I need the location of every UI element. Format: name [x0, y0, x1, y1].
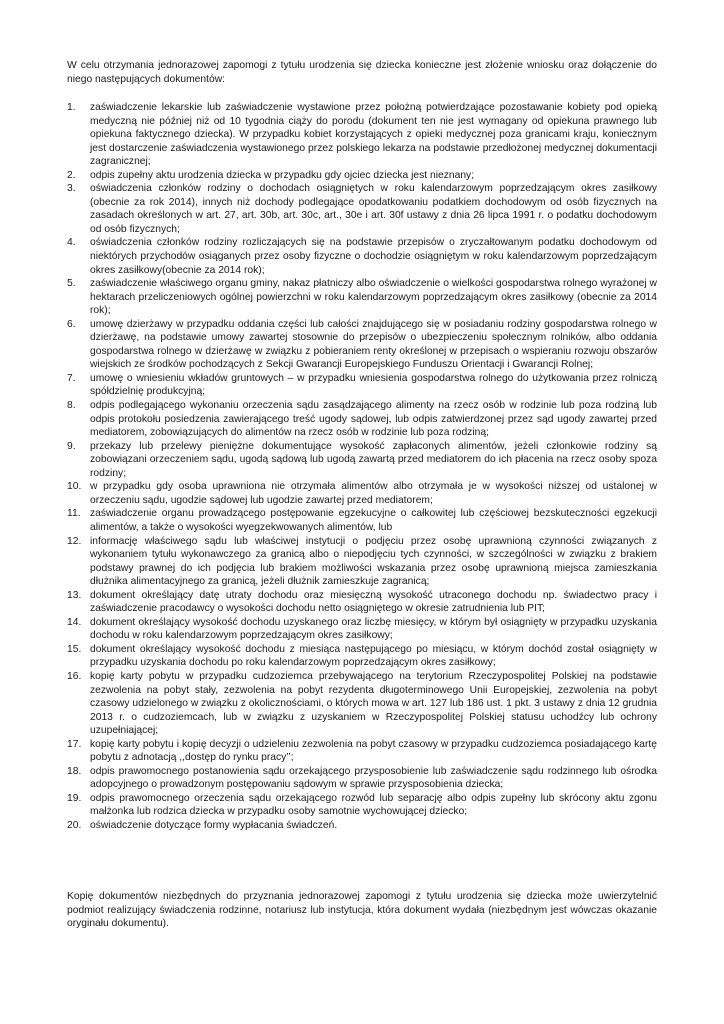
list-item-number: 1. — [67, 102, 76, 113]
required-documents-list — [67, 101, 657, 833]
list-item-text: odpis zupełny aktu urodzenia dziecka w przypadku gdy ojciec dziecka jest nieznany; — [90, 169, 475, 181]
list-item — [67, 819, 657, 833]
list-item — [67, 507, 657, 534]
list-item-number: 13. — [67, 589, 82, 601]
list-item — [67, 440, 657, 481]
list-item-text: dokument określający wysokość dochodu uzyskanego oraz liczbę miesięcy, w którym był osiągnięty w przypadku uzyskania dochodu w roku kalendarzowym poprzedzającym okres zasiłkowy; — [90, 616, 657, 642]
list-item-number: 5. — [67, 278, 76, 290]
list-item-number: 14. — [67, 616, 82, 628]
list-item-text: kopię karty pobytu w przypadku cudzoziemca przebywającego na terytorium Rzeczypospolitej Polskiej na podstawie zezwolenia na pobyt stały, zezwolenia na pobyt rezydenta długoterminowego Unii Europejskiej, zezwolenia na pobyt czasowy udzielonego w związku z okolicznościami, o których mowa w art. 127 lub 186 ust. 1 pkt. 3 ustawy z dnia 12 grudnia 2013 r. o cudzoziemcach, lub w związku z uzyskaniem w Rzeczypospolitej Polskiej statusu uchodźcy lub ochrony uzupełniającej; — [90, 670, 657, 737]
list-item — [67, 792, 657, 819]
list-item-text: dokument określający datę utraty dochodu oraz miesięczną wysokość utraconego dochodu np. świadectwo pracy i zaświadczenie pracodawcy o wysokości dochodu netto osiągniętego w okresie zatrudnienia lub PIT; — [90, 589, 657, 615]
list-item-number: 10. — [67, 481, 82, 493]
list-item-text: oświadczenie dotyczące formy wypłacania świadczeń. — [90, 819, 338, 831]
list-item-number: 7. — [67, 372, 76, 384]
list-item-text: oświadczenia członków rodziny rozliczających się na podstawie przepisów o zryczałtowanym podatku dochodowym od niektórych przychodów osiąganych przez osoby fizyczne o dochodzie osiągniętym w roku kalendarzowym poprzedzającym okres zasiłkowy(obecnie za 2014 rok); — [90, 237, 657, 276]
list-item-number: 8. — [67, 400, 76, 412]
list-item — [67, 372, 657, 399]
list-item-number: 3. — [67, 183, 76, 195]
list-item-number: 9. — [67, 440, 76, 452]
list-item — [67, 236, 657, 277]
list-item-text: oświadczenia członków rodziny o dochodach osiągniętych w roku kalendarzowym poprzedzającym okres zasiłkowy (obecnie za rok 2014), innych niż dochody podlegające opodatkowaniu podatkiem dochodowym od osób fizycznych na zasadach określonych w art. 27, art. 30b, art. 30c, art., 30e i art. 30f ustawy z dnia 26 lipca 1991 r. o podatku dochodowym od osób fizycznych; — [90, 183, 657, 235]
list-item-text: umowę dzierżawy w przypadku oddania części lub całości znajdującego się w posiadaniu rodziny gospodarstwa rolnego w dzierżawę, na podstawie umowy zawartej stosownie do przepisów o ubezpieczeniu społecznym rolników, albo oddania gospodarstwa rolnego w dzierżawę w związku z pobieraniem renty określonej w przepisach o wspieraniu rozwoju obszarów wiejskich ze środków pochodzących z Sekcji Gwarancji Europejskiego Funduszu Orientacji i Gwarancji Rolnej; — [90, 318, 657, 371]
list-item-number: 6. — [67, 318, 76, 330]
list-item-text: odpis prawomocnego orzeczenia sądu orzekającego rozwód lub separację albo odpis zupełny lub skrócony aktu zgonu małżonka lub rodzica dziecka w przypadku osoby samotnie wychowującej dziecko; — [90, 792, 657, 818]
list-item-number: 2. — [67, 169, 76, 181]
list-item — [67, 480, 657, 507]
list-item-text: odpis podlegającego wykonaniu orzeczenia sądu zasądzającego alimenty na rzecz osób w rodzinie lub poza rodziną lub odpis protokołu posiedzenia zawierającego treść ugody sądowej, lub odpis zatwierdzonej przez sąd ugody zawartej przed mediatorem, zobowiązujących do alimentów na rzecz osób w rodzinie lub poza rodziną; — [90, 400, 657, 439]
list-item — [67, 670, 657, 738]
list-item-text: zaświadczenie organu prowadzącego postępowanie egzekucyjne o całkowitej lub częściowej bezskuteczności egzekucji alimentów, a także o wysokości wyegzekwowanych alimentów, lub — [90, 508, 657, 533]
list-item-text: umowę o wniesieniu wkładów gruntowych – w przypadku wniesienia gospodarstwa rolnego do użytkowania przez rolniczą spółdzielnię produkcyjną; — [90, 372, 657, 398]
list-item-text: kopię karty pobytu i kopię decyzji o udzieleniu zezwolenia na pobyt czasowy w przypadku cudzoziemca posiadającego kartę pobytu z adnotacją ,,dostęp do rynku pracy’’; — [90, 738, 657, 764]
closing-paragraph: Kopię dokumentów niezbędnych do przyznania jednorazowej zapomogi z tytułu urodzenia się dziecka może uwierzytelnić podmiot realizujący świadczenia rodzinne, notariusz lub instytucja, która dokument wydała (niezbędnym jest wówczas okazanie oryginału dokumentu). — [67, 891, 657, 930]
list-item-number: 16. — [67, 670, 82, 682]
list-item-number: 4. — [67, 237, 76, 249]
intro-paragraph: W celu otrzymania jednorazowej zapomogi z tytułu urodzenia się dziecka konieczne jest złożenie wniosku oraz dołączenie do niego następujących dokumentów: — [67, 60, 657, 85]
list-item-number: 19. — [67, 792, 82, 804]
list-item-number: 12. — [67, 535, 82, 547]
list-item — [67, 589, 657, 616]
list-item — [67, 535, 657, 589]
list-item — [67, 765, 657, 792]
list-item-number: 18. — [67, 765, 82, 777]
list-item — [67, 643, 657, 670]
list-item-text: przekazy lub przelewy pieniężne dokumentujące wysokość zapłaconych alimentów, jeżeli członkowie rodziny są zobowiązani orzeczeniem sądu, ugodą sądową lub ugodą zawartą przed mediatorem do ich płacenia na rzecz osoby spoza rodziny; — [90, 440, 657, 479]
list-item-text: w przypadku gdy osoba uprawniona nie otrzymała alimentów albo otrzymała je w wysokości niższej od ustalonej w orzeczeniu sądu, ugodzie sądowej lub ugodzie zawartej przed mediatorem; — [90, 481, 657, 506]
list-item-number: 15. — [67, 643, 82, 655]
list-item — [67, 169, 657, 183]
list-item — [67, 182, 657, 236]
list-item-text: informację właściwego sądu lub właściwej instytucji o podjęciu przez osobę uprawnioną czynności związanych z wykonaniem tytułu wykonawczego za granicą albo o niepodjęciu tych czynności, w szczególności w związku z brakiem podstawy prawnej do ich podjęcia lub brakiem możliwości wskazania przez osobę uprawnioną miejsca zamieszkania dłużnika alimentacyjnego za granicą, jeżeli dłużnik zamieszkuje zagranicą; — [90, 535, 657, 588]
list-item-text: dokument określający wysokość dochodu z miesiąca następującego po miesiącu, w którym dochód został osiągnięty w przypadku uzyskania dochodu po roku kalendarzowym poprzedzającym okres zasiłkowy; — [90, 643, 657, 669]
list-item-number: 20. — [67, 819, 82, 831]
list-item — [67, 318, 657, 372]
list-item-text: odpis prawomocnego postanowienia sądu orzekającego przysposobienie lub zaświadczenie sądu rodzinnego lub ośrodka adopcyjnego o prowadzonym postępowaniu sądowym w sprawie przysposobienia dziecka; — [90, 765, 657, 791]
list-item — [67, 616, 657, 643]
list-item-text: zaświadczenie właściwego organu gminy, nakaz płatniczy albo oświadczenie o wielkości gospodarstwa rolnego wyrażonej w hektarach przeliczeniowych ogólnej powierzchni w roku kalendarzowym poprzedzającym okres zasiłkowy (obecnie za 2014 rok); — [90, 278, 657, 317]
list-item-text: zaświadczenie lekarskie lub zaświadczenie wystawione przez położną potwierdzające pozostawanie kobiety pod opieką medyczną nie później niż od 10 tygodnia ciąży do porodu (dokument ten nie jest wymagany od opiekuna prawnego lub opiekuna faktycznego dziecka). W przypadku kobiet korzystających z opieki medycznej poza granicami kraju, koniecznym jest dostarczenie zaświadczenia wystawionego przez polskiego lekarza na podstawie przedłożonej medycznej dokumentacji zagranicznej; — [90, 102, 657, 168]
list-item — [67, 399, 657, 440]
list-item-number: 17. — [67, 738, 82, 750]
list-item — [67, 101, 657, 169]
list-item-number: 11. — [67, 508, 81, 520]
list-item — [67, 738, 657, 765]
list-item — [67, 277, 657, 318]
